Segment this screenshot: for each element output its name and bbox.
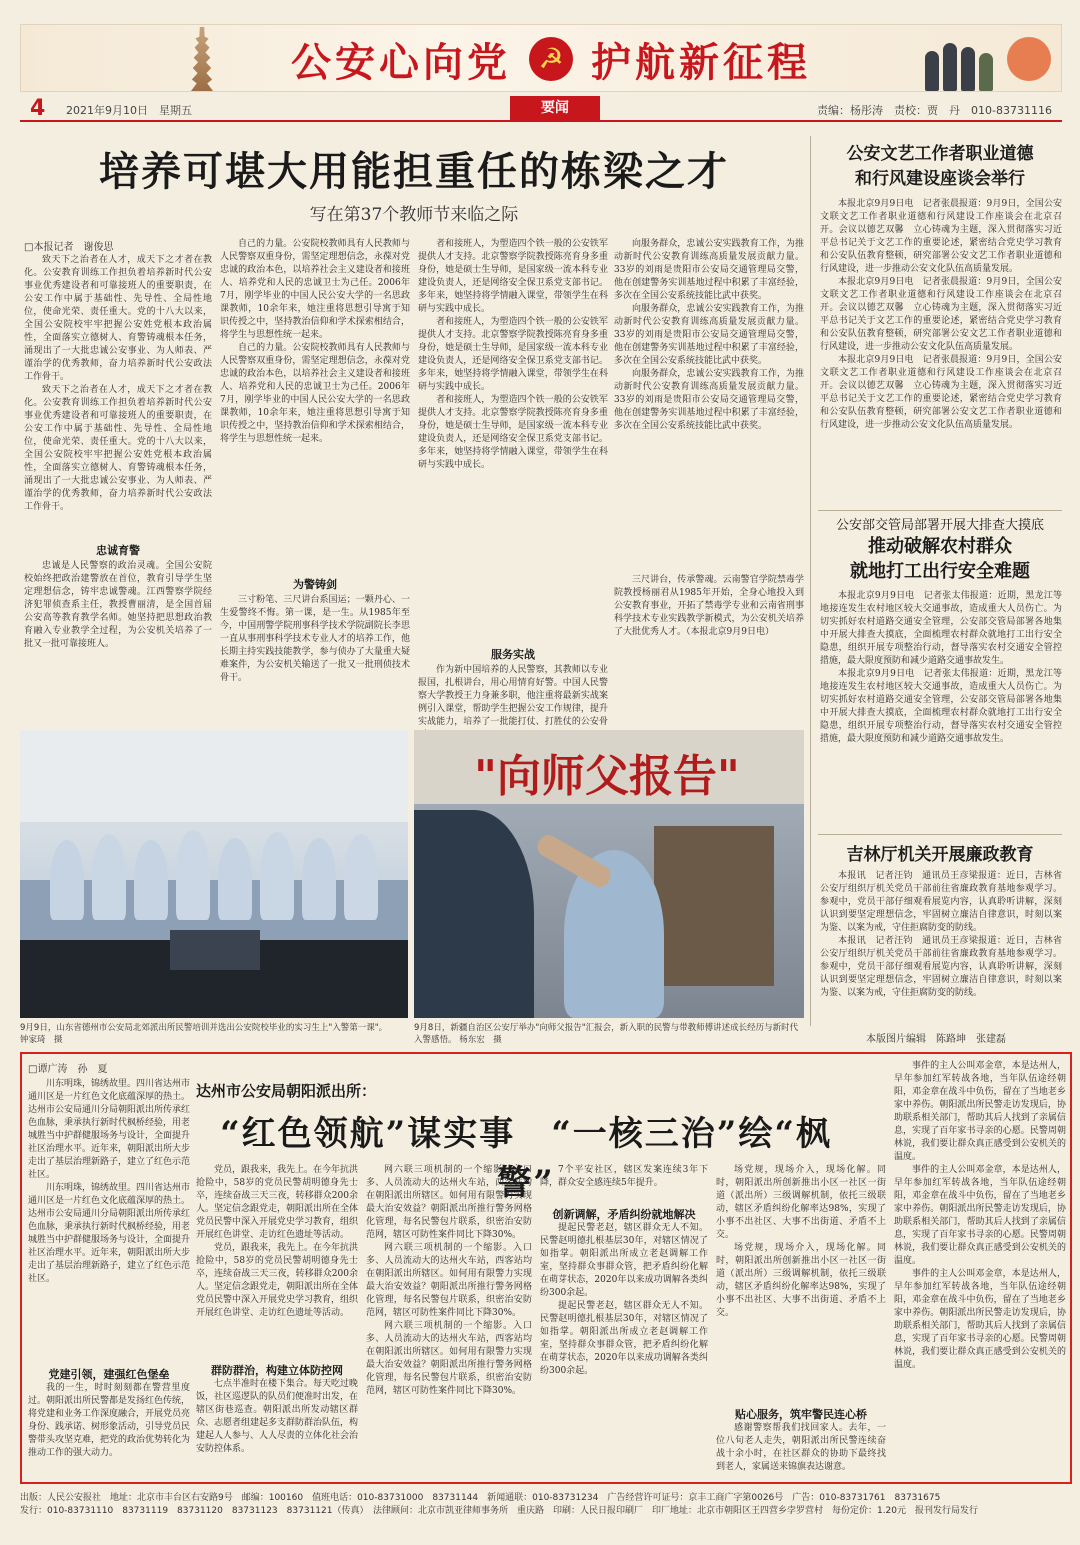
photo-caption-1: 9月9日，山东省德州市公安局北郊派出所民警培训并选出公安院校毕业的实习生上"入警第一课"。 钟家琦 摄 [20,1023,388,1045]
bottom-col-4: 7个平安社区，辖区发案连续3年下降，群众安全感连续5年提升。 [540,1165,708,1188]
bottom-col-1: 川东明珠，锦绣故里。四川省达州市通川区是一片红色文化底蕴深厚的热土。达州市公安局通川分局朝阳派出所传承红色血脉，秉承执行新时代枫桥经验，用老城胜当中护群健服场务与设计，全面提升社区治理水平。近年来，朝阳派出所大步走出了基层治理新路子，建立了红色示范社区。 川东明珠，锦绣故里。四川省达州市通川区是一片红色文化底蕴深厚的热土。达州市公安局通川分局朝阳派出所传承红色血脉，秉承执行新时代枫桥经验，用老城胜当中护群健服场务与设计，全面提升社区治理水平。近年来，朝阳派出所大步走出了基层治理新路子，建立了红色示范社区。 [28,1079,191,1284]
main-col-4-b: 三尺讲台，传承警魂。云南警官学院禁毒学院教授杨丽君从1985年开始，全身心地投入到公安教育事业，开拓了禁毒学专业和云南省刑事科学技术专业实践教学新模式，为公安机关培养了大批优秀人才。（本报北京9月9日电） [614,575,804,637]
main-col-1-b: 忠诚是人民警察的政治灵魂。全国公安院校始终把政治建警放在首位，教育引导学生坚定理想信念，铸牢忠诚警魂。江西警察学院经济犯罪侦查系主任，教授曹丽清，是全国首届公安高等教育教学名师。她坚持把思想政治教育融入专业教学全过程，为公安机关培养了一批又一批可靠接班人。 [24,561,212,649]
bottom-col-5: 场党规，现场介入，现场化解。同时，朝阳派出所创新推出小区一社区一街道（派出所）三级调解机制，依托三级联动，辖区矛盾纠纷化解率达98%，实现了小事不出社区、大事不出街道、矛盾不上交。 场党规，现场介入，现场化解。同时，朝阳派出所创新推出小区一社区一街道（派出所）三级调解机制，依托三级联动，辖区矛盾纠纷化解率达98%，实现了小事不出社区、大事不出街道、矛盾不上交。 [716,1165,886,1318]
section-heading-serve: 服务实战 [491,648,535,661]
salute-photo [414,730,804,1018]
divider-line [818,510,1062,511]
main-col-1: 致天下之治者在人才，成天下之才者在教化。公安教育训练工作担负着培养新时代公安事业优秀建设者和可靠接班人的重要职责，在公安工作中属于基础性、先导性、全局性地位，使命光荣、责任重大。党的十八大以来，全国公安院校牢牢把握公安姓党根本政治属性，全面落实立德树人、育警铸魂根本任务，涌现出了一大批忠诚公安事业、为人师表、严谨治学的优秀教师，奋力培养新时代公安政法工作骨干。 致天下之治者在人才，成天下之才者在教化。公安教育训练工作担负着培养新时代公安事业优秀建设者和可靠接班人的重要职责，在公安工作中属于基础性、先导性、全局性地位，使命光荣、责任重大。党的十八大以来，全国公安院校牢牢把握公安姓党根本政治属性，全面落实立德树人、育警铸魂根本任务，涌现出了一大批忠诚公安事业、为人师表、严谨治学的优秀教师，奋力培养新时代公安政法工作骨干。 [24,255,212,512]
column-divider [810,136,811,1026]
section-heading-loyal: 忠诚育警 [96,544,140,557]
issue-date: 2021年9月10日 星期五 [66,104,192,117]
slogan-right: 护航新征程 [591,38,811,86]
main-col-3-b: 作为新中国培养的人民警察，其教师以专业报国，扎根讲台，用心用情育好警。中国人民警察大学教授王力身兼多职，他注重将最新实战案例引入课堂，帮助学生把握公安工作规律，提升实战能力，培养了一批能打仗、打胜仗的公安骨 [418,665,608,727]
image-editor-credit: 本版图片编辑 陈路坤 张建磊 [866,1034,1006,1045]
bottom-headline-prefix: 达州市公安局朝阳派出所： [196,1082,377,1100]
bottom-col-4-b: 提起民警老赵，辖区群众无人不知。民警赵明德扎根基层30年，对辖区情况了如指掌。朝阳派出所成立老赵调解工作室，坚持群众事群众管，把矛盾纠纷化解在萌芽状态，2020年以来成功调解各类纠纷300余起。 提起民警老赵，辖区群众无人不知。民警赵明德扎根基层30年，对辖区情况了如指掌。朝阳派出所成立老赵调解工作室，坚持群众事群众管，把矛盾纠纷化解在萌芽状态，2020年以来成功调解各类纠纷300余起。 [540,1223,708,1376]
page-header-bar [20,96,1062,122]
bottom-headline: “红色领航”谋实事 “一核三治”绘“枫警” [220,1114,832,1203]
right-headline-2: 推动破解农村群众 就地打工出行安全难题 [850,536,1030,582]
bottom-col-3: 网六联三项机制的一个缩影。入口多、人员流动大的达州火车站，西客站均在朝阳派出所辖区。如何用有限警力实现最大治安效益？朝阳派出所推行警务网格化管理，每名民警包片联系，织密治安防范网，辖区可防性案件同比下降30%。 网六联三项机制的一个缩影。入口多、人员流动大的达州火车站，西客站均在朝阳派出所辖区。如何用有限警力实现最大治安效益？朝阳派出所推行警务网格化管理，每名民警包片联系，织密治安防范网，辖区可防性案件同比下降30%。 网六联三项机制的一个缩影。入口多、人员流动大的达州火车站，西客站均在朝阳派出所辖区。如何用有限警力实现最大治安效益？朝阳派出所推行警务网格化管理，每名民警包片联系，织密治安防范网，辖区可防性案件同比下降30%。 [366,1165,532,1396]
main-byline: □本报记者 谢俊思 [24,242,114,253]
section-badge: 要闻 [510,96,600,120]
imprint-footer: 出版：人民公安报社 地址：北京市丰台区右安路9号 邮编：100160 值班电话：010-83731000 83731144 新闻通联：010-83731234 广告经营许可证号：京丰工商广字第0026号 广告：010-83731761 83731675 发行：010-83731110 83731119 83731120 83731123 83731121（传真） 法律顾问：北京市凯亚律师事务所 重庆路 印刷：人民日报印刷厂 印厂地址：北京市朝阳区王四营乡孛罗营村 每份定价：1.20元 报刊发行局发行 [20,1493,979,1516]
bottom-col-5-b: 感谢警察帮我们找回家人。去年，一位八旬老人走失，朝阳派出所民警连续奋战十余小时，在社区群众的协助下最终找到老人，家属送来锦旗表达谢意。 [716,1423,886,1472]
right-headline-1: 公安文艺工作者职业道德 和行风建设座谈会举行 [846,144,1034,189]
main-col-2-b: 三寸粉笔、三尺讲台系国运；一颗丹心、一生爱警终不悔。第一课，是一生。从1985年至今，中国刑警学院刑事科学技术学院副院长李思一直从事刑事科学技术专业人才的培养工作，他长期主持实践技能教学，参与侦办了大量重大疑难案件，为公安机关输送了一批又一批刑侦技术骨干。 [220,595,410,683]
section-heading-study: 为警铸剑 [293,578,337,591]
slogan-left: 公安心向党 [291,38,511,86]
bottom-section-patrol: 群防群治，构建立体防控网 [211,1364,343,1377]
main-col-2: 自己的力量。公安院校教师具有人民教师与人民警察双重身份，需坚定理想信念，永葆对党忠诚的政治本色，以培养社会主义建设者和接班人、培养党和人民的忠诚卫士为己任。2006年7月，刚学毕业的中国人民公安大学的一名思政课教师，10余年来，她注重将思想引导寓于知识传授之中，坚持教治信仰和学术探索相结合，将学生与思想性统一起来。 自己的力量。公安院校教师具有人民教师与人民警察双重身份，需坚定理想信念，永葆对党忠诚的政治本色，以培养社会主义建设者和接班人、培养党和人民的忠诚卫士为己任。2006年7月，刚学毕业的中国人民公安大学的一名思政课教师，10余年来，她注重将思想引导寓于知识传授之中，坚持教治信仰和学术探索相结合，将学生与思想性统一起来。 [220,239,410,444]
bottom-col-6: 事件的主人公叫邓金章，本是达州人，早年参加红军转战各地，当年队伍途经朝阳，邓金章在战斗中负伤，留在了当地老乡家中养伤。朝阳派出所民警走访发现后，协助联系相关部门，帮助其后人找到了亲属信息，实现了百年家书寻亲的心愿。民警周朝林说，我们要让群众真正感受到公安机关的温度。 事件的主人公叫邓金章，本是达州人，早年参加红军转战各地，当年队伍途经朝阳，邓金章在战斗中负伤，留在了当地老乡家中养伤。朝阳派出所民警走访发现后，协助联系相关部门，帮助其后人找到了亲属信息，实现了百年家书寻亲的心愿。民警周朝林说，我们要让群众真正感受到公安机关的温度。 事件的主人公叫邓金章，本是达州人，早年参加红军转战各地，当年队伍途经朝阳，邓金章在战斗中负伤，留在了当地老乡家中养伤。朝阳派出所民警走访发现后，协助联系相关部门，帮助其后人找到了亲属信息，实现了百年家书寻亲的心愿。民警周朝林说，我们要让群众真正感受到公安机关的温度。 [894,1061,1066,1370]
main-col-3: 者和接班人，为塑造四个铁一般的公安铁军提供人才支持。北京警察学院教授陈亮育身多重身份，她是硕士生导师，是国家级一流本科专业建设负责人，还是网络安全保卫系党支部书记。多年来，她坚持将学情融入课堂，带领学生在科研与实践中成长。 者和接班人，为塑造四个铁一般的公安铁军提供人才支持。北京警察学院教授陈亮育身多重身份，她是硕士生导师，是国家级一流本科专业建设负责人，还是网络安全保卫系党支部书记。多年来，她坚持将学情融入课堂，带领学生在科研与实践中成长。 者和接班人，为塑造四个铁一般的公安铁军提供人才支持。北京警察学院教授陈亮育身多重身份，她是硕士生导师，是国家级一流本科专业建设负责人，还是网络安全保卫系党支部书记。多年来，她坚持将学情融入课堂，带领学生在科研与实践中成长。 [418,239,608,470]
classroom-photo [20,730,408,1018]
bottom-section-mediate: 创新调解，矛盾纠纷就地解决 [552,1208,696,1221]
seal-graphic [1007,37,1051,81]
banner-sign: "向师父报告" [474,751,740,802]
bottom-byline: □谭广涛 孙 夏 [28,1064,108,1075]
bottom-section-party: 党建引领，建强红色堡垒 [48,1368,170,1381]
photo-caption-2: 9月8日，新疆自治区公安厅举办"向师父报告"汇报会，新入职的民警与带教师傅讲述成长经历与新时代入警感悟。 杨东宏 摄 [414,1023,799,1045]
main-headline: 培养可堪大用能担重任的栋梁之才 [99,148,729,195]
main-col-4: 向服务群众，忠诚公安实践教育工作，为推动新时代公安教育训练高质量发展贡献力量。33岁的刘雨是贵阳市公安局交通管理局交警，他在创建警务实训基地过程中积累了丰富经验，多次在全国公安系统技能比武中获奖。 向服务群众，忠诚公安实践教育工作，为推动新时代公安教育训练高质量发展贡献力量。33岁的刘雨是贵阳市公安局交通管理局交警，他在创建警务实训基地过程中积累了丰富经验，多次在全国公安系统技能比武中获奖。 向服务群众，忠诚公安实践教育工作，为推动新时代公安教育训练高质量发展贡献力量。33岁的刘雨是贵阳市公安局交通管理局交警，他在创建警务实训基地过程中积累了丰富经验，多次在全国公安系统技能比武中获奖。 [614,239,804,431]
police-figures-illustration [921,35,1001,91]
masthead-slogan [171,33,931,85]
right-article-3-body: 本报讯 记者汪钧 通讯员王彦梁报道：近日，吉林省公安厅组织厅机关党员干部前往省廉政教育基地参观学习。参观中，党员干部仔细观看展览内容，认真聆听讲解，深刻认识到要坚定理想信念，牢固树立廉洁自律意识，时刻以案为鉴、以案为戒，守住拒腐防变的防线。 本报讯 记者汪钧 通讯员王彦梁报道：近日，吉林省公安厅组织厅机关党员干部前往省廉政教育基地参观学习。参观中，党员干部仔细观看展览内容，认真聆听讲解，深刻认识到要坚定理想信念，牢固树立廉洁自律意识，时刻以案为鉴、以案为戒，守住拒腐防变的防线。 [820,871,1062,998]
bottom-col-2-b: 七点半准时在楼下集合。每天吃过晚饭，社区巡逻队的队员们便准时出发，在辖区街巷巡查。朝阳派出所发动辖区群众、志愿者组建起多支群防群治队伍，构建起人人参与、人人尽责的立体化社会治安防控体系。 [196,1379,359,1454]
masthead-banner [20,24,1062,92]
right-article-2-body: 本报北京9月9日电 记者张太伟报道：近期，黑龙江等地接连发生农村地区较大交通事故，造成重大人员伤亡。为切实抓好农村道路交通安全管理，公安部交管局部署各地集中开展大排查大摸底，全面梳理农村群众就地打工出行安全隐患，组织开展专项整治行动，督导落实农村交通安全管控措施，最大限度预防和减少道路交通事故发生。 本报北京9月9日电 记者张太伟报道：近期，黑龙江等地接连发生农村地区较大交通事故，造成重大人员伤亡。为切实抓好农村道路交通安全管理，公安部交管局部署各地集中开展大排查大摸底，全面梳理农村群众就地打工出行安全隐患，组织开展专项整治行动，督导落实农村交通安全管控措施，最大限度预防和减少道路交通事故发生。 [820,591,1062,744]
divider-line [818,834,1062,835]
right-article-1-body: 本报北京9月9日电 记者张晨报道：9月9日，全国公安文联文艺工作者职业道德和行风建设工作座谈会在北京召开。会议以德艺双馨 立心铸魂为主题，深入贯彻落实习近平总书记关于文艺工作的重要论述，紧密结合党史学习教育和公安队伍教育整顿，研究部署公安文艺工作者职业道德和行风建设，进一步推动公安文化队伍高质量发展。 本报北京9月9日电 记者张晨报道：9月9日，全国公安文联文艺工作者职业道德和行风建设工作座谈会在北京召开。会议以德艺双馨 立心铸魂为主题，深入贯彻落实习近平总书记关于文艺工作的重要论述，紧密结合党史学习教育和公安队伍教育整顿，研究部署公安文艺工作者职业道德和行风建设，进一步推动公安文化队伍高质量发展。 本报北京9月9日电 记者张晨报道：9月9日，全国公安文联文艺工作者职业道德和行风建设工作座谈会在北京召开。会议以德艺双馨 立心铸魂为主题，深入贯彻落实习近平总书记关于文艺工作的重要论述，紧密结合党史学习教育和公安队伍教育整顿，研究部署公安文艺工作者职业道德和行风建设，进一步推动公安文化队伍高质量发展。 [820,199,1062,430]
bottom-col-2: 党员，跟我来，我先上。在今年抗洪抢险中，58岁的党员民警胡明德身先士卒，连续奋战三天三夜，转移群众200余人。坚定信念跟党走，朝阳派出所在全体党员民警中深入开展党史学习教育，组织开展红色讲堂、走访红色遗址等活动。 党员，跟我来，我先上。在今年抗洪抢险中，58岁的党员民警胡明德身先士卒，连续奋战三天三夜，转移群众200余人。坚定信念跟党走，朝阳派出所在全体党员民警中深入开展党史学习教育，组织开展红色讲堂、走访红色遗址等活动。 [196,1165,359,1318]
right-subheadline-2: 公安部交管局部署开展大排查大摸底 [835,518,1044,533]
bottom-section-service: 贴心服务，筑牢警民连心桥 [735,1408,867,1421]
bottom-col-1-b: 我的一生，时时刻刻都在警营里度过。朝阳派出所民警都是发扬红色传统，将党建和业务工作深度融合，开展党员亮身份、践承诺、树形象活动，引导党员民警带头攻坚克难，把党的政治优势转化为推动工作的强大动力。 [28,1383,191,1458]
page-number: 4 [30,96,46,121]
party-emblem-icon: ☭ [529,37,573,81]
right-headline-3: 吉林厅机关开展廉政教育 [846,845,1034,865]
main-subheadline: 写在第37个教师节来临之际 [309,205,519,225]
editor-credits: 责编：杨彤涛 责校：贾 丹 010-83731116 [817,104,1052,117]
